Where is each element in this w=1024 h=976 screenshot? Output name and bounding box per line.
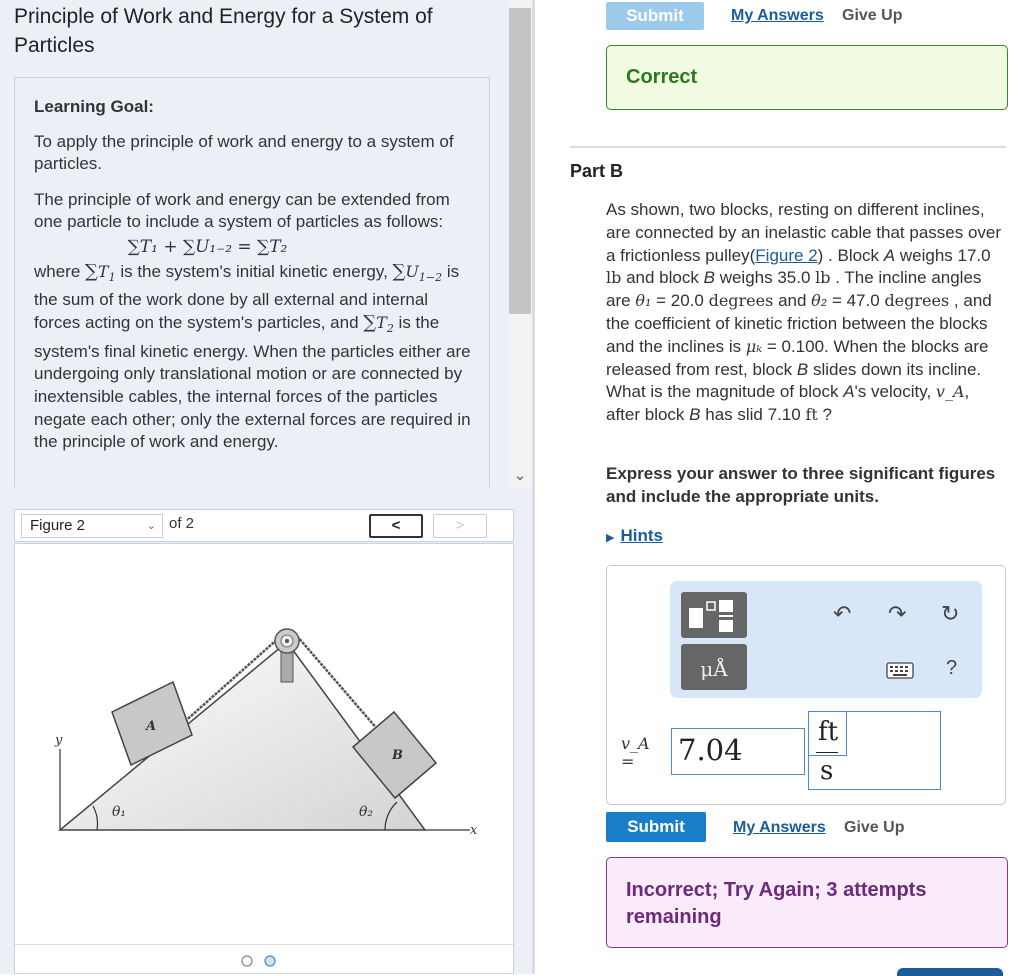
hints-toggle[interactable] <box>606 526 663 546</box>
block-b-ref: B <box>703 268 715 288</box>
figure-panel <box>14 543 514 974</box>
fraction-template-icon <box>681 592 747 638</box>
unit-numerator: ft <box>818 717 839 747</box>
u12-description: is the sum of the work done by all external and internal forces acting on the system's particles, <box>34 261 460 332</box>
correct-message: Correct <box>626 66 698 88</box>
math-toolbar <box>670 581 982 698</box>
t1-description: is the system's initial kinetic energy, <box>120 261 388 281</box>
unit-lb: lb <box>606 268 622 288</box>
inclined-blocks-figure <box>15 544 515 944</box>
caret-right-icon: ▶ <box>606 532 615 544</box>
block-b-ref: B <box>796 359 809 379</box>
problem-text-2: ) . Block <box>817 245 880 265</box>
problem-text-14: , after block <box>606 382 970 425</box>
page-title: Principle of Work and Energy for a System of Particles <box>14 5 433 57</box>
problem-text-11: = 0.100. When the blocks are released from rest, block <box>606 336 989 379</box>
undo-icon[interactable]: ↶ <box>833 601 852 626</box>
problem-text-6: . The incline angles are <box>606 268 982 311</box>
give-up-link[interactable]: Give Up <box>842 7 903 24</box>
mu-k-symbol: μₖ <box>745 336 763 356</box>
problem-statement <box>606 199 1006 427</box>
submit-button-disabled[interactable]: Submit <box>606 2 704 30</box>
x-axis-label: x <box>470 823 478 838</box>
answer-instructions: Express your answer to three significant figures and include the appropriate units. <box>606 464 996 506</box>
give-up-link[interactable]: Give Up <box>844 819 905 836</box>
problem-text-16: ? <box>822 405 832 425</box>
problem-text-9: = 47.0 <box>831 291 880 311</box>
problem-text-4: and block <box>626 268 699 288</box>
block-a-ref: A <box>883 245 896 265</box>
problem-text-12: slides down its incline. What is the magnitude of block <box>606 359 982 402</box>
sum-u12-symbol: $\sum U_{1-2}$ <box>392 260 443 284</box>
block-a-ref: A <box>843 382 855 402</box>
principle-intro-text: The principle of work and energy can be extended from one particle to include a system of particles as follows: <box>34 189 450 232</box>
scroll-down-icon[interactable]: ⌄ <box>513 467 527 484</box>
problem-text-8: and <box>778 291 807 311</box>
theta1-label: θ₁ <box>112 804 127 820</box>
unit-degrees: degrees <box>708 291 774 311</box>
submit-button[interactable]: Submit <box>606 812 706 842</box>
figure-select-value: Figure 2 <box>30 517 86 534</box>
problem-text-13: 's velocity, <box>854 382 932 402</box>
figure-dot-1 <box>242 956 252 966</box>
problem-text-7: = 20.0 <box>656 291 704 311</box>
my-answers-link[interactable]: My Answers <box>733 819 826 836</box>
y-axis-label: y <box>55 733 63 748</box>
figure-dot-2 <box>265 956 275 966</box>
sum-t1-symbol: $\sum T_1$ <box>85 260 116 284</box>
theta1-symbol: θ₁ <box>635 291 652 311</box>
learning-goal-panel <box>14 77 490 487</box>
pane-divider[interactable] <box>532 0 535 974</box>
block-b-label: B <box>392 748 403 763</box>
answer-value-input[interactable]: 7.04 <box>671 728 805 775</box>
problem-text-5: weighs 35.0 <box>719 268 811 288</box>
unit-degrees: degrees <box>884 291 950 311</box>
correct-feedback-box <box>606 45 1008 110</box>
and-word: and <box>330 312 359 332</box>
templates-button[interactable] <box>681 592 747 638</box>
figure-pager-dots <box>15 949 515 969</box>
unit-denominator: s <box>820 756 834 786</box>
figure-divider <box>15 944 515 945</box>
part-b-heading: Part B <box>570 161 624 181</box>
problem-text-15: has slid 7.10 <box>705 405 801 425</box>
problem-text-1: As shown, two blocks, resting on different inclines, are connected by an inelastic cable that passes over a frictionless pulley( <box>606 200 1002 265</box>
reset-icon[interactable]: ↻ <box>941 601 960 626</box>
theta2-label: θ₂ <box>359 804 374 820</box>
learning-goal-heading: Learning Goal: <box>34 97 154 116</box>
units-button[interactable]: μÅ <box>681 644 747 690</box>
scrollbar-thumb[interactable] <box>509 8 531 314</box>
block-b-ref: B <box>689 405 701 425</box>
variable-symbol: v_A <box>621 734 650 753</box>
theta2-symbol: θ₂ <box>811 291 828 311</box>
unit-ft: ft <box>805 405 818 425</box>
incorrect-feedback-box <box>606 857 1008 948</box>
formula-explanation <box>34 261 471 454</box>
bottom-tab-indicator <box>897 968 1003 976</box>
incorrect-message: Incorrect; Try Again; 3 attempts remaining <box>626 879 927 928</box>
answer-units-input[interactable] <box>808 711 941 790</box>
fraction-bar <box>816 752 838 753</box>
t2-description: is the system's final kinetic energy. When the particles either are undergoing only translational motion or are connected by inextensible cables, the internal forces of the particles negate each other; only the external forces are required in the principle of work and energy. <box>34 312 471 452</box>
next-figure-button[interactable]: > <box>433 514 487 538</box>
answer-variable-label <box>621 734 650 772</box>
figure-navigator <box>14 509 514 542</box>
figure-count: of 2 <box>169 515 195 532</box>
chevron-down-icon: ⌄ <box>146 520 156 532</box>
part-divider <box>570 146 1006 148</box>
help-icon[interactable]: ? <box>946 657 958 679</box>
block-a-label: A <box>146 719 157 734</box>
equals-sign: = <box>621 752 635 771</box>
previous-figure-button[interactable]: < <box>369 514 423 538</box>
va-symbol: v_A <box>935 382 965 402</box>
hints-label: Hints <box>620 526 663 545</box>
problem-text-10: , and the coefficient of kinetic friction between the blocks and the inclines is <box>606 291 992 356</box>
my-answers-link[interactable]: My Answers <box>731 7 824 24</box>
figure-2-link[interactable]: Figure 2 <box>755 245 818 265</box>
figure-select[interactable] <box>21 514 163 538</box>
keyboard-icon[interactable] <box>886 662 914 680</box>
sum-t2-symbol: $\sum T_2$ <box>363 311 394 336</box>
unit-lb: lb <box>815 268 831 288</box>
learning-goal-text: To apply the principle of work and energy to a system of particles. <box>34 131 454 174</box>
redo-icon[interactable]: ↷ <box>888 601 907 626</box>
problem-text-3: weighs 17.0 <box>899 245 991 265</box>
where-word: where <box>34 261 81 281</box>
work-energy-formula: ∑T₁ + ∑U₁₋₂ = ∑T₂ <box>127 236 288 257</box>
